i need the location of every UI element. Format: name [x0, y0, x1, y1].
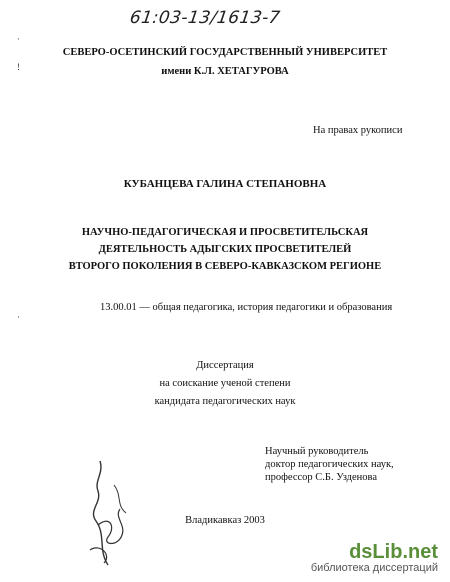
title-line: НАУЧНО-ПЕДАГОГИЧЕСКАЯ И ПРОСВЕТИТЕЛЬСКАЯ	[81, 227, 369, 238]
margin-mark: ·	[17, 34, 20, 44]
title-line: ВТОРОГО ПОКОЛЕНИЯ В СЕВЕРО-КАВКАЗСКОМ РЕГИОНЕ	[68, 261, 382, 272]
degree-line: кандидата педагогических наук	[154, 396, 296, 407]
university-heading: СЕВЕРО-ОСЕТИНСКИЙ ГОСУДАРСТВЕННЫЙ УНИВЕРСИТЕТ	[62, 47, 388, 58]
specialty-code: 13.00.01 — общая педагогика, история педагогики и образования	[100, 302, 393, 313]
supervisor-line: Научный руководитель	[265, 446, 369, 457]
margin-mark: !	[17, 62, 20, 72]
title-line: ДЕЯТЕЛЬНОСТЬ АДЫГСКИХ ПРОСВЕТИТЕЛЕЙ	[98, 244, 352, 255]
watermark	[311, 542, 438, 574]
degree-line: на соискание ученой степени	[159, 378, 291, 389]
watermark-logo: dsLib.net	[349, 541, 438, 563]
supervisor-line: доктор педагогических наук,	[265, 459, 394, 470]
author-name: КУБАНЦЕВА ГАЛИНА СТЕПАНОВНА	[123, 178, 327, 190]
supervisor-block	[265, 445, 394, 484]
handwritten-signature	[78, 455, 140, 573]
watermark-subtitle: библиотека диссертаций	[310, 562, 438, 574]
place-year: Владикавказ 2003	[185, 515, 265, 526]
supervisor-line: профессор С.Б. Узденова	[265, 472, 378, 483]
handwritten-registration-number: 61:03-13/1613-7	[128, 8, 282, 28]
university-named-after: имени К.Л. ХЕТАГУРОВА	[161, 66, 289, 77]
margin-mark: ·	[17, 312, 20, 322]
rights-note: На правах рукописи	[313, 125, 403, 136]
dissertation-label: Диссертация	[196, 360, 254, 371]
